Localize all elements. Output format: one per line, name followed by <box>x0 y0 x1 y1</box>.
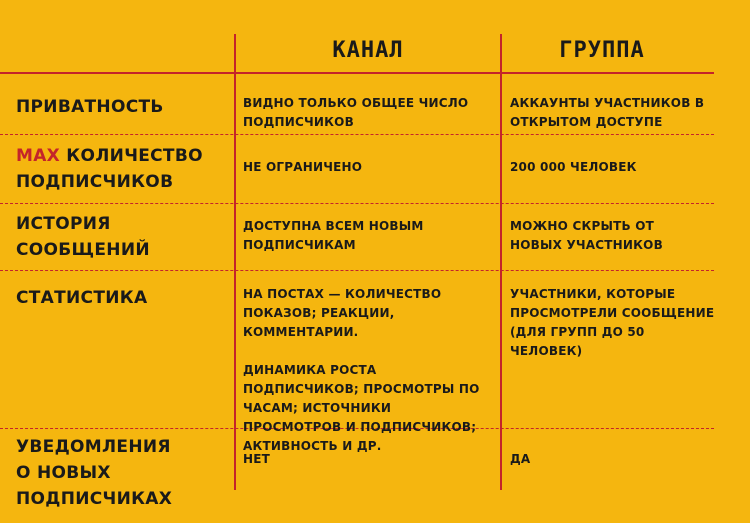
cell-group-notifications: ДА <box>510 452 531 466</box>
row-divider-3 <box>0 270 714 271</box>
row-divider-2 <box>0 203 714 204</box>
row-label-privacy: ПРИВАТНОСТЬ <box>16 97 164 117</box>
cell-channel-notifications: НЕТ <box>243 452 271 466</box>
row-label-history: ИСТОРИЯ СООБЩЕНИЙ <box>16 214 150 260</box>
row-label-notifications: УВЕДОМЛЕНИЯ О НОВЫХ ПОДПИСЧИКАХ <box>16 437 173 509</box>
cell-channel-max-subscribers: НЕ ОГРАНИЧЕНО <box>243 160 363 174</box>
cell-channel-statistics: НА ПОСТАХ — КОЛИЧЕСТВО ПОКАЗОВ; РЕАКЦИИ, КОММЕНТАРИИ. ДИНАМИКА РОСТА ПОДПИСЧИКОВ; ПРОСМОТРЫ ПО ЧАСАМ; ИСТОЧНИКИ ПРОСМОТРОВ И ПОДПИСЧИКОВ; АКТИВНОСТЬ И ДР. <box>243 287 480 453</box>
row-label-statistics: СТАТИСТИКА <box>16 288 148 308</box>
cell-group-history: МОЖНО СКРЫТЬ ОТ НОВЫХ УЧАСТНИКОВ <box>510 219 663 252</box>
column-header-channel: КАНАЛ <box>332 38 404 63</box>
column-divider-left <box>234 34 236 490</box>
cell-group-statistics: УЧАСТНИКИ, КОТОРЫЕ ПРОСМОТРЕЛИ СООБЩЕНИЕ (ДЛЯ ГРУПП ДО 50 ЧЕЛОВЕК) <box>510 287 715 358</box>
cell-channel-privacy: ВИДНО ТОЛЬКО ОБЩЕЕ ЧИСЛО ПОДПИСЧИКОВ <box>243 96 469 129</box>
header-divider <box>0 72 714 74</box>
column-divider-right <box>500 34 502 490</box>
cell-channel-history: ДОСТУПНА ВСЕМ НОВЫМ ПОДПИСЧИКАМ <box>243 219 424 252</box>
cell-group-max-subscribers: 200 000 ЧЕЛОВЕК <box>510 160 637 174</box>
max-accent-text: MAX <box>16 146 61 166</box>
row-divider-1 <box>0 134 714 135</box>
row-label-max-subscribers: MAX КОЛИЧЕСТВО ПОДПИСЧИКОВ <box>16 146 203 192</box>
cell-group-privacy: АККАУНТЫ УЧАСТНИКОВ В ОТКРЫТОМ ДОСТУПЕ <box>510 96 705 129</box>
column-header-group: ГРУППА <box>559 38 645 63</box>
